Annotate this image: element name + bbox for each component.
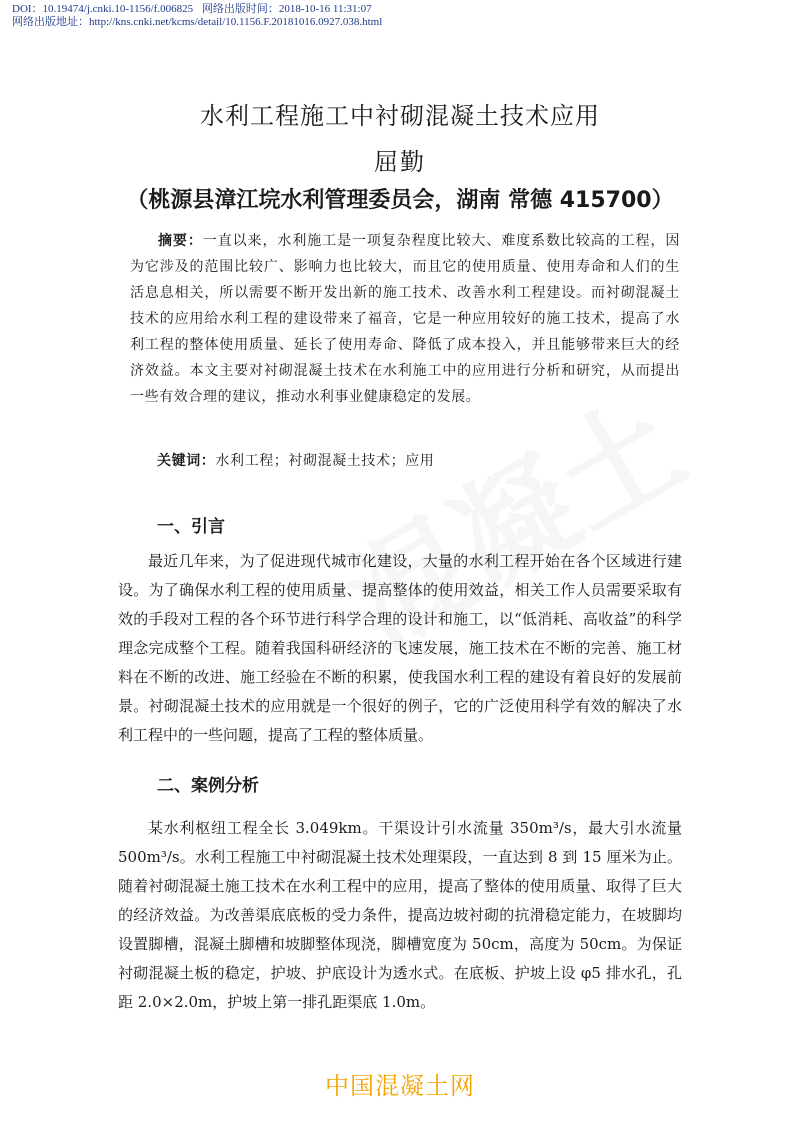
keywords-label: 关键词： <box>157 453 216 469</box>
paper-title: 水利工程施工中衬砌混凝土技术应用 <box>200 102 600 130</box>
section-text-case: 某水利枢纽工程全长 3.049km。干渠设计引水流量 350m³/s，最大引水流量 500m³/s。水利工程施工中衬砌混凝土技术处理渠段，一直达到 8 到 15 厘米为止。随着衬砌混凝土施工技术在水利工程中的应用，提高了整体的使用质量、取得了巨大的经济效益。为改善渠底底板的受力条件，提高边坡衬砌的抗滑稳定能力，在坡脚均设置脚槽，混凝土脚槽和坡脚整体现浇，脚槽宽度为 50cm，高度为 50cm。为保证衬砌混凝土板的稳定，护坡、护底设计为透水式。在底板、护坡上设 φ5 排水孔，孔距 2.0×2.0m，护坡上第一排孔距渠底 1.0m。 <box>118 819 682 1011</box>
doi-line <box>12 3 378 16</box>
keywords-text: 水利工程；衬砌混凝土技术；应用 <box>215 453 435 469</box>
abstract-label: 摘要： <box>158 233 203 249</box>
section-heading-intro: 一、引言 <box>157 517 225 537</box>
paper-affiliation: （桃源县漳江垸水利管理委员会，湖南 常德 415700） <box>126 188 674 213</box>
doi-text: DOI：10.19474/j.cnki.10-1156/f.006825 <box>12 3 194 15</box>
abstract-text: 一直以来，水利施工是一项复杂程度比较大、难度系数比较高的工程，因为它涉及的范围比较广、影响力也比较大，而且它的使用质量、使用寿命和人们的生活息息相关，所以需要不断开发出新的施工技术、改善水利工程建设。而衬砌混凝土技术的应用给水利工程的建设带来了福音，它是一种应用较好的施工技术，提高了水利工程的整体使用质量、延长了使用寿命、降低了成本投入，并且能够带来巨大的经济效益。本文主要对衬砌混凝土技术在水利施工中的应用进行分析和研究，从而提出一些有效合理的建议，推动水利事业健康稳定的发展。 <box>130 233 680 405</box>
footer-brand: 中国混凝土网 <box>325 1072 475 1100</box>
keywords-block <box>157 448 434 474</box>
abstract-block <box>130 228 680 410</box>
section-heading-case: 二、案例分析 <box>157 776 259 796</box>
paper-author: 屈勤 <box>374 148 426 176</box>
publish-url[interactable]: 网络出版地址：http://kns.cnki.net/kcms/detail/10.1156.F.20181016.0927.038.html <box>12 16 383 28</box>
publish-time: 网络出版时间：2018-10-16 11:31:07 <box>201 3 372 15</box>
section-text-intro: 最近几年来，为了促进现代城市化建设，大量的水利工程开始在各个区域进行建设。为了确保水利工程的使用质量、提高整体的使用效益，相关工作人员需要采取有效的手段对工程的各个环节进行科学合理的设计和施工，以“低消耗、高收益”的科学理念完成整个工程。随着我国科研经济的飞速发展，施工技术在不断的完善、施工材料在不断的改进、施工经验在不断的积累，使我国水利工程的建设有着良好的发展前景。衬砌混凝土技术的应用就是一个很好的例子，它的广泛使用科学有效的解决了水利工程中的一些问题，提高了工程的整体质量。 <box>118 552 682 744</box>
